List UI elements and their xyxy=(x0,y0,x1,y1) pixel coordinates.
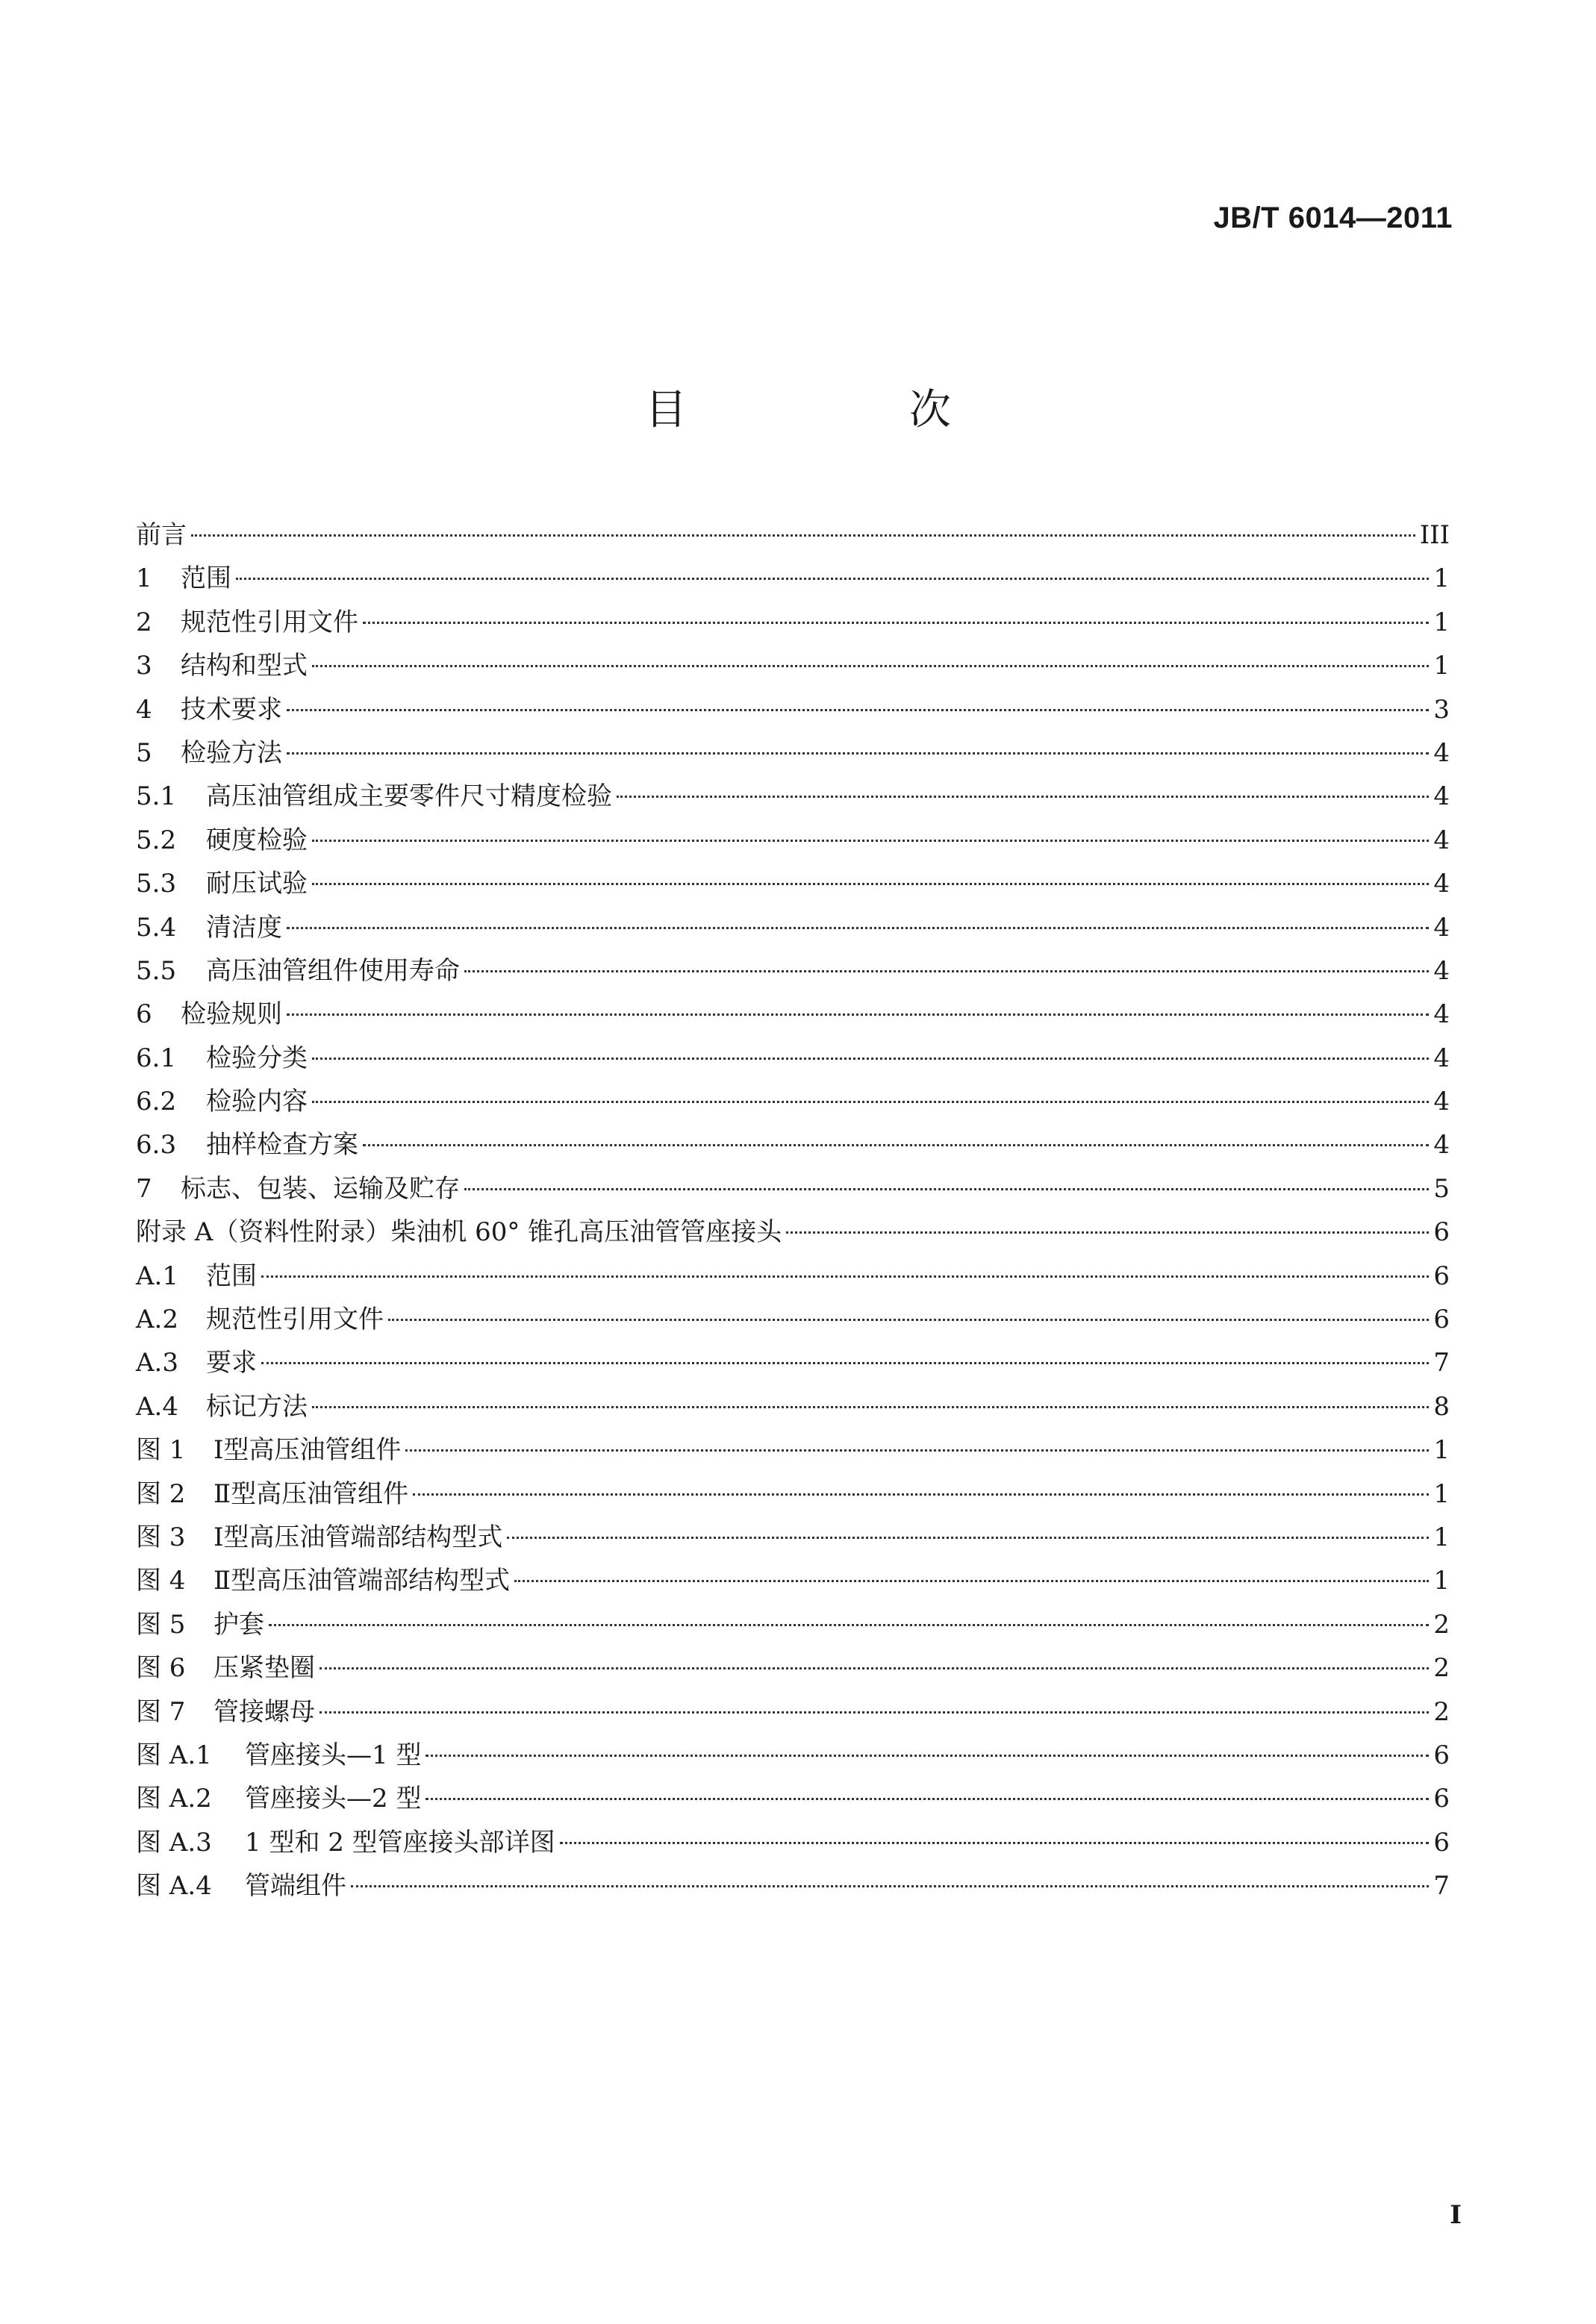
dot-leader xyxy=(287,709,1429,711)
dot-leader xyxy=(363,622,1429,624)
toc-entry-number: 1 xyxy=(136,563,152,594)
toc-entry-title: 范围 xyxy=(206,1261,257,1291)
toc-entry[interactable] xyxy=(136,1559,1450,1602)
dot-leader xyxy=(351,1885,1429,1887)
toc-entry-title: 范围 xyxy=(181,563,231,594)
toc-entry-number: A.1 xyxy=(136,1261,178,1291)
toc-entry-page: 1 xyxy=(1433,1478,1450,1509)
toc-entry[interactable] xyxy=(136,1734,1450,1777)
toc-entry-title: 耐压试验 xyxy=(206,869,308,899)
toc-entry[interactable] xyxy=(136,1516,1450,1559)
toc-entry-title: 附录 A（资料性附录）柴油机 60° 锥孔高压油管管座接头 xyxy=(136,1217,782,1248)
page-title: 目 次 xyxy=(645,386,1056,434)
toc-entry-number: 图 2 xyxy=(136,1478,186,1509)
toc-entry-page: 1 xyxy=(1433,1522,1450,1552)
toc-entry[interactable] xyxy=(136,1646,1450,1690)
toc-entry-number: 5 xyxy=(136,737,152,768)
toc-entry-number: 4 xyxy=(136,694,152,725)
toc-entry[interactable] xyxy=(136,1777,1450,1820)
toc-entry-title: 管座接头—1 型 xyxy=(245,1740,422,1770)
toc-entry[interactable] xyxy=(136,819,1450,862)
toc-entry[interactable] xyxy=(136,1123,1450,1166)
toc-entry[interactable] xyxy=(136,1864,1450,1908)
toc-entry[interactable] xyxy=(136,731,1450,775)
toc-entry-title: 检验分类 xyxy=(206,1043,308,1073)
toc-entry-title: 检验方法 xyxy=(181,737,282,768)
toc-entry-page: 6 xyxy=(1433,1740,1450,1770)
table-of-contents xyxy=(136,513,1450,1908)
toc-entry-number: 图 6 xyxy=(136,1653,186,1684)
toc-entry-title: 护套 xyxy=(213,1609,264,1640)
toc-entry-title: Ⅰ型高压油管组件 xyxy=(213,1435,402,1466)
toc-entry-page: 3 xyxy=(1433,694,1450,725)
toc-entry-page: 1 xyxy=(1433,1566,1450,1596)
page-number: I xyxy=(1450,2200,1462,2230)
dot-leader xyxy=(287,1013,1429,1016)
toc-entry-number: 2 xyxy=(136,607,152,637)
toc-entry-page: 6 xyxy=(1433,1261,1450,1291)
toc-entry-title: 规范性引用文件 xyxy=(181,607,358,637)
toc-entry-title: 检验规则 xyxy=(181,999,282,1030)
toc-entry-title: Ⅱ型高压油管组件 xyxy=(213,1478,409,1509)
toc-entry[interactable] xyxy=(136,949,1450,993)
toc-entry-title: 清洁度 xyxy=(206,912,282,943)
toc-entry-title: 压紧垫圈 xyxy=(213,1653,315,1684)
toc-entry[interactable] xyxy=(136,906,1450,949)
dot-leader xyxy=(514,1580,1429,1582)
toc-entry-number: A.3 xyxy=(136,1348,178,1378)
toc-entry[interactable] xyxy=(136,1167,1450,1211)
toc-entry[interactable] xyxy=(136,1472,1450,1516)
dot-leader xyxy=(464,970,1429,972)
toc-entry-page: 4 xyxy=(1433,737,1450,768)
toc-entry-title: Ⅱ型高压油管端部结构型式 xyxy=(213,1566,511,1596)
dot-leader xyxy=(312,1101,1429,1103)
toc-entry-number: A.2 xyxy=(136,1305,178,1335)
toc-entry-title: 规范性引用文件 xyxy=(206,1305,384,1335)
dot-leader xyxy=(560,1842,1430,1844)
toc-entry-page: 1 xyxy=(1433,1435,1450,1466)
toc-entry-number: 图 7 xyxy=(136,1696,186,1727)
toc-entry-number: 图 1 xyxy=(136,1435,186,1466)
toc-entry-page: 4 xyxy=(1433,955,1450,986)
toc-entry-page: 4 xyxy=(1433,1043,1450,1073)
toc-entry[interactable] xyxy=(136,513,1450,557)
dot-leader xyxy=(312,1406,1429,1408)
toc-entry[interactable] xyxy=(136,688,1450,731)
toc-entry[interactable] xyxy=(136,1037,1450,1080)
toc-entry-page: 2 xyxy=(1433,1653,1450,1684)
toc-entry[interactable] xyxy=(136,862,1450,905)
dot-leader xyxy=(426,1798,1429,1800)
toc-entry-page: 2 xyxy=(1433,1696,1450,1727)
dot-leader xyxy=(312,1058,1429,1060)
dot-leader xyxy=(312,840,1429,842)
toc-entry[interactable] xyxy=(136,775,1450,818)
toc-entry-number: 图 A.3 xyxy=(136,1827,212,1858)
toc-entry-page: 4 xyxy=(1433,869,1450,899)
dot-leader xyxy=(261,1275,1429,1278)
toc-entry-page: 7 xyxy=(1433,1871,1450,1902)
toc-entry[interactable] xyxy=(136,1298,1450,1341)
toc-entry-page: 4 xyxy=(1433,1130,1450,1161)
toc-entry-number: 图 A.4 xyxy=(136,1871,212,1902)
toc-entry[interactable] xyxy=(136,1385,1450,1428)
toc-entry-page: 4 xyxy=(1433,1087,1450,1117)
dot-leader xyxy=(363,1144,1429,1146)
toc-entry[interactable] xyxy=(136,1255,1450,1298)
dot-leader xyxy=(507,1537,1429,1539)
toc-entry-page: III xyxy=(1419,520,1450,550)
toc-entry-page: 6 xyxy=(1433,1827,1450,1858)
dot-leader xyxy=(786,1231,1429,1234)
toc-entry-number: 图 A.1 xyxy=(136,1740,212,1770)
dot-leader xyxy=(319,1711,1429,1714)
toc-entry[interactable] xyxy=(136,557,1450,600)
toc-entry-number: 6.3 xyxy=(136,1130,177,1161)
toc-entry-page: 4 xyxy=(1433,781,1450,812)
dot-leader xyxy=(261,1362,1429,1364)
toc-entry[interactable] xyxy=(136,644,1450,687)
toc-entry-page: 4 xyxy=(1433,912,1450,943)
toc-entry-title: 标记方法 xyxy=(206,1391,308,1422)
toc-entry-number: 3 xyxy=(136,651,152,681)
toc-entry[interactable] xyxy=(136,1211,1450,1254)
dot-leader xyxy=(405,1449,1429,1452)
toc-entry-number: 5.4 xyxy=(136,912,177,943)
toc-entry[interactable] xyxy=(136,1341,1450,1384)
toc-entry-title: 管接螺母 xyxy=(213,1696,315,1727)
toc-entry-number: 5.5 xyxy=(136,955,177,986)
toc-entry[interactable] xyxy=(136,1690,1450,1734)
toc-entry-title: 结构和型式 xyxy=(181,651,308,681)
toc-entry-title: 高压油管组成主要零件尺寸精度检验 xyxy=(206,781,612,812)
toc-entry-number: 6.2 xyxy=(136,1087,177,1117)
dot-leader xyxy=(426,1755,1429,1757)
dot-leader xyxy=(269,1624,1429,1626)
toc-entry-page: 5 xyxy=(1433,1173,1450,1204)
toc-entry-title: 管座接头—2 型 xyxy=(245,1784,422,1814)
toc-entry-title: 前言 xyxy=(136,520,187,550)
dot-leader xyxy=(236,578,1429,580)
toc-entry-page: 6 xyxy=(1433,1784,1450,1814)
dot-leader xyxy=(287,927,1429,929)
toc-entry-title: Ⅰ型高压油管端部结构型式 xyxy=(213,1522,503,1552)
toc-entry-number: 图 3 xyxy=(136,1522,186,1552)
toc-entry-page: 4 xyxy=(1433,999,1450,1030)
toc-entry[interactable] xyxy=(136,601,1450,644)
dot-leader xyxy=(388,1319,1429,1321)
toc-entry-page: 7 xyxy=(1433,1348,1450,1378)
dot-leader xyxy=(312,883,1429,885)
toc-entry-title: 高压油管组件使用寿命 xyxy=(206,955,460,986)
toc-entry-page: 1 xyxy=(1433,607,1450,637)
dot-leader xyxy=(287,752,1429,755)
toc-entry-page: 1 xyxy=(1433,651,1450,681)
toc-entry-page: 1 xyxy=(1433,563,1450,594)
toc-entry-page: 6 xyxy=(1433,1217,1450,1248)
toc-entry-number: 6.1 xyxy=(136,1043,177,1073)
toc-entry-title: 技术要求 xyxy=(181,694,282,725)
dot-leader xyxy=(464,1188,1429,1190)
toc-entry-title: 要求 xyxy=(206,1348,257,1378)
dot-leader xyxy=(617,796,1429,798)
toc-entry-number: 7 xyxy=(136,1173,152,1204)
toc-entry-title: 管端组件 xyxy=(245,1871,346,1902)
toc-entry-number: 5.3 xyxy=(136,869,177,899)
toc-entry-title: 标志、包装、运输及贮存 xyxy=(181,1173,460,1204)
toc-entry-title: 1 型和 2 型管座接头部详图 xyxy=(245,1827,555,1858)
toc-entry-page: 4 xyxy=(1433,825,1450,855)
dot-leader xyxy=(312,665,1429,667)
toc-entry[interactable] xyxy=(136,1603,1450,1646)
toc-entry-number: 图 4 xyxy=(136,1566,186,1596)
toc-entry-number: A.4 xyxy=(136,1391,178,1422)
toc-entry-number: 图 5 xyxy=(136,1609,186,1640)
toc-entry[interactable] xyxy=(136,993,1450,1036)
toc-entry[interactable] xyxy=(136,1080,1450,1123)
toc-entry-title: 检验内容 xyxy=(206,1087,308,1117)
toc-entry-number: 图 A.2 xyxy=(136,1784,212,1814)
toc-entry[interactable] xyxy=(136,1428,1450,1472)
toc-entry[interactable] xyxy=(136,1821,1450,1864)
toc-entry-page: 2 xyxy=(1433,1609,1450,1640)
toc-entry-title: 硬度检验 xyxy=(206,825,308,855)
toc-entry-page: 6 xyxy=(1433,1305,1450,1335)
dot-leader xyxy=(319,1667,1429,1669)
dot-leader xyxy=(413,1493,1429,1496)
toc-entry-page: 8 xyxy=(1433,1391,1450,1422)
toc-entry-title: 抽样检查方案 xyxy=(206,1130,358,1161)
standard-code: JB/T 6014—2011 xyxy=(1213,202,1453,234)
toc-entry-number: 5.2 xyxy=(136,825,177,855)
dot-leader xyxy=(191,534,1415,537)
toc-entry-number: 5.1 xyxy=(136,781,177,812)
toc-entry-number: 6 xyxy=(136,999,152,1030)
